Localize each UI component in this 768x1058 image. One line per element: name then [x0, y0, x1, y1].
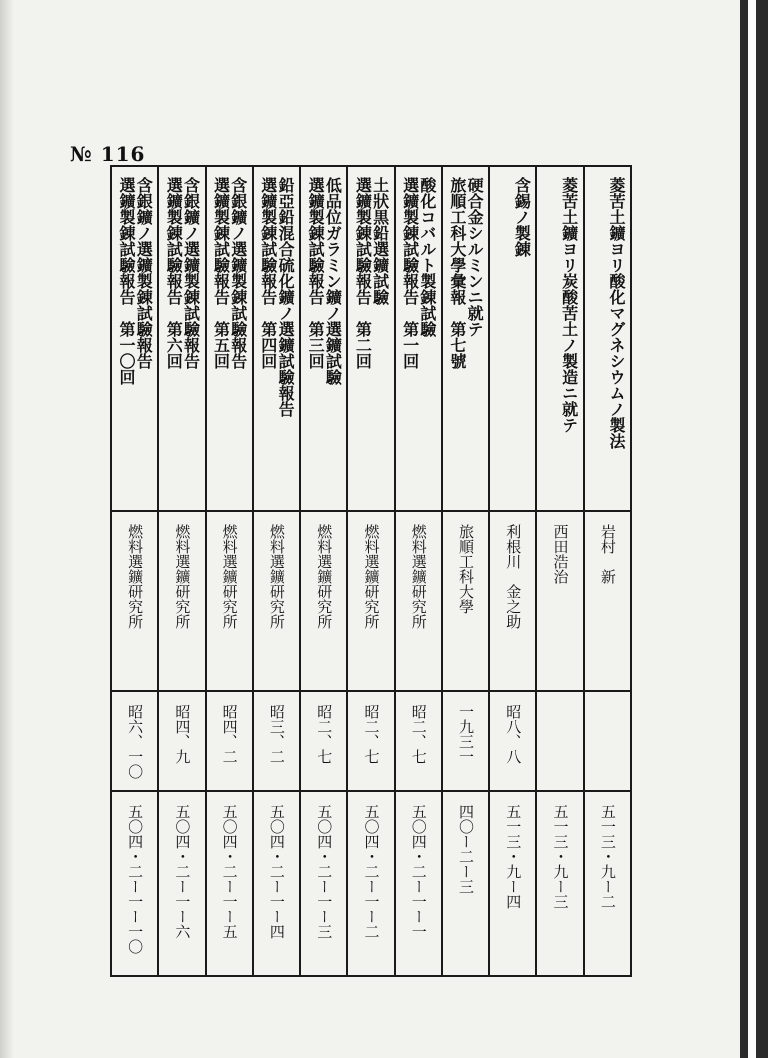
title-cell: [300, 166, 347, 511]
entry-author: 旅順工科大學: [456, 524, 475, 614]
entry-title: 鉛亞鉛混合硫化鑛ノ選鑛試驗報告: [276, 177, 296, 417]
page-cell: [584, 791, 631, 976]
entry-title: 酸化コバルト製錬試驗: [417, 177, 437, 337]
author-cell: [536, 511, 583, 691]
title-cell: [347, 166, 394, 511]
entry-subtitle: 選鑛製錬試驗報告 第四回: [258, 177, 278, 369]
page-cell: [347, 791, 394, 976]
entry-author: 岩村 新: [598, 524, 617, 584]
entry-date: 昭三、二: [267, 704, 286, 764]
page-cell: [158, 791, 205, 976]
entry-page: 五〇四・二ー一ー一〇: [126, 804, 145, 954]
entry-subtitle: 選鑛製錬試驗報告 第六回: [164, 177, 184, 369]
table-row-author: [111, 511, 631, 691]
index-table: [110, 165, 632, 977]
author-cell: [206, 511, 253, 691]
date-cell: [442, 691, 489, 791]
author-cell: [300, 511, 347, 691]
entry-author: 燃料選鑛研究所: [315, 524, 334, 629]
entry-page: 五〇四・二ー一ー六: [173, 804, 192, 939]
title-cell: [395, 166, 442, 511]
page-gutter-shadow: [0, 0, 14, 1058]
entry-page: 五一三・九ー四: [504, 804, 523, 909]
book-edge-highlight: [748, 0, 756, 1058]
entry-page: 五〇四・二ー一ー四: [267, 804, 286, 939]
entry-author: 燃料選鑛研究所: [173, 524, 192, 629]
entry-author: 西田浩治: [551, 524, 570, 584]
entry-title: 土狀黒鉛選鑛試驗: [370, 177, 390, 305]
entry-author: 燃料選鑛研究所: [267, 524, 286, 629]
date-cell: [536, 691, 583, 791]
entry-title: 硬合金シルミンニ就テ: [465, 177, 485, 337]
author-cell: [395, 511, 442, 691]
author-cell: [158, 511, 205, 691]
date-cell: [489, 691, 536, 791]
date-cell: [253, 691, 300, 791]
entry-page: 五〇四・二ー一ー五: [220, 804, 239, 939]
entry-subtitle: 選鑛製錬試驗報告 第三回: [306, 177, 326, 369]
entry-title: 含銀鑛ノ選鑛製錬試驗報告: [181, 177, 201, 369]
title-cell: [206, 166, 253, 511]
entry-subtitle: 選鑛製錬試驗報告 第一〇回: [117, 177, 136, 385]
table-row-page: [111, 791, 631, 976]
entry-page: 四〇ー二ー三: [456, 804, 475, 894]
entry-date: 昭二、七: [362, 704, 381, 764]
table-row-title: [111, 166, 631, 511]
entry-date: 昭八、八: [504, 704, 523, 764]
author-cell: [253, 511, 300, 691]
table-row-date: [111, 691, 631, 791]
page-cell: [395, 791, 442, 976]
entry-title: 含銀鑛ノ選鑛製錬試驗報告: [134, 177, 154, 369]
author-cell: [489, 511, 536, 691]
author-cell: [111, 511, 158, 691]
entry-author: 利根川 金之助: [504, 524, 523, 629]
entry-title: 菱苦土鑛ヨリ酸化マグネシウムノ製法: [607, 177, 626, 449]
page-cell: [111, 791, 158, 976]
title-cell: [584, 166, 631, 511]
entry-author: 燃料選鑛研究所: [126, 524, 145, 629]
entry-title: 菱苦土鑛ヨリ炭酸苦土ノ製造ニ就テ: [559, 177, 579, 433]
author-cell: [442, 511, 489, 691]
author-cell: [347, 511, 394, 691]
title-cell: [442, 166, 489, 511]
entry-title: 含錫ノ製錬: [512, 177, 532, 257]
entry-page: 五一三・九ー二: [598, 804, 617, 909]
page-cell: [536, 791, 583, 976]
page-cell: [206, 791, 253, 976]
title-cell: [111, 166, 158, 511]
entry-date: 昭四、九: [173, 704, 192, 764]
title-cell: [536, 166, 583, 511]
title-cell: [489, 166, 536, 511]
entry-page: 五〇四・二ー一ー三: [315, 804, 334, 939]
entry-title: 含銀鑛ノ選鑛製錬試驗報告: [228, 177, 248, 369]
entry-title: 低品位ガラミン鑛ノ選鑛試驗: [323, 177, 343, 385]
date-cell: [395, 691, 442, 791]
entry-page: 五〇四・二ー一ー二: [362, 804, 381, 939]
page-cell: [253, 791, 300, 976]
entry-page: 五一三・九ー三: [551, 804, 570, 909]
entry-page: 五〇四・二ー一ー一: [409, 804, 428, 939]
page-cell: [489, 791, 536, 976]
date-cell: [158, 691, 205, 791]
entry-author: 燃料選鑛研究所: [362, 524, 381, 629]
title-cell: [253, 166, 300, 511]
page-cell: [442, 791, 489, 976]
date-cell: [206, 691, 253, 791]
entry-author: 燃料選鑛研究所: [220, 524, 239, 629]
entry-subtitle: 選鑛製錬試驗報告 第一回: [400, 177, 420, 369]
page-number-label: № 116: [70, 142, 146, 166]
entry-author: 燃料選鑛研究所: [409, 524, 428, 629]
date-cell: [111, 691, 158, 791]
page-cell: [300, 791, 347, 976]
title-cell: [158, 166, 205, 511]
entry-date: 昭六、一〇: [126, 704, 145, 779]
entry-date: 昭二、七: [315, 704, 334, 764]
entry-date: 昭二、七: [409, 704, 428, 764]
entry-subtitle: 旅順工科大學彙報 第七號: [447, 177, 467, 369]
entry-date: 一九三一: [456, 704, 475, 764]
entry-subtitle: 選鑛製錬試驗報告 第五回: [211, 177, 231, 369]
author-cell: [584, 511, 631, 691]
date-cell: [300, 691, 347, 791]
date-cell: [347, 691, 394, 791]
entry-date: 昭四、二: [220, 704, 239, 764]
entry-subtitle: 選鑛製錬試驗報告 第二回: [353, 177, 373, 369]
date-cell: [584, 691, 631, 791]
